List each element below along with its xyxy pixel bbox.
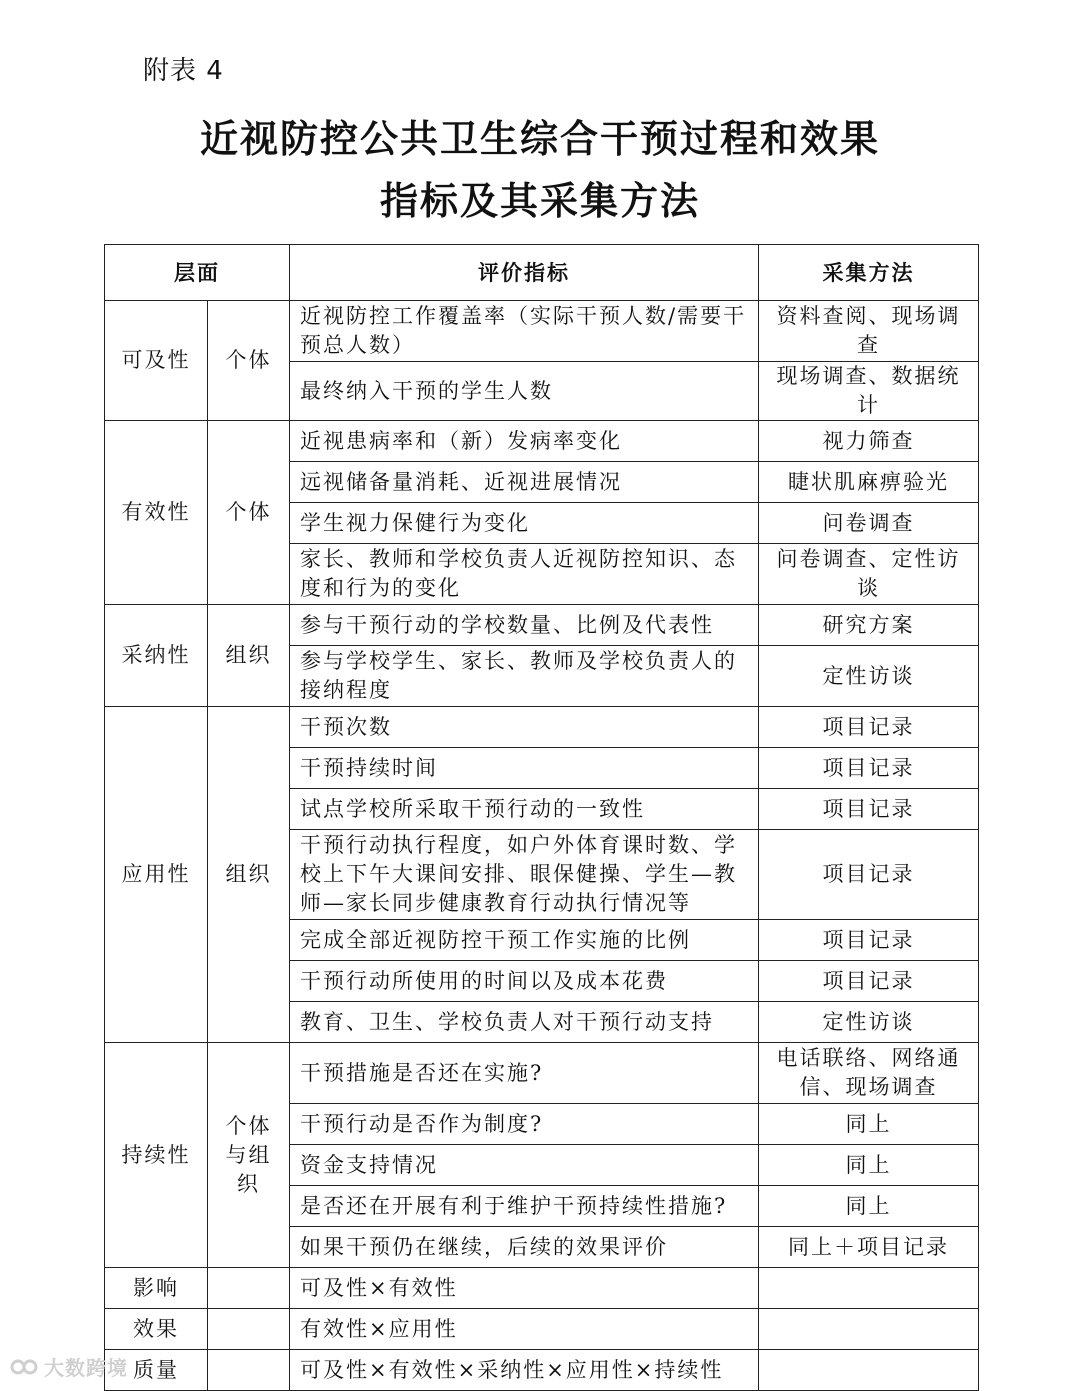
level-cell: 组织 [208, 605, 290, 707]
header-level: 层面 [105, 245, 290, 301]
dimension-cell: 应用性 [105, 707, 208, 1043]
method-cell: 问卷调查 [759, 503, 979, 544]
level-cell: 个体 [208, 301, 290, 421]
indicator-cell: 如果干预仍在继续，后续的效果评价 [290, 1227, 759, 1268]
method-cell: 项目记录 [759, 707, 979, 748]
method-cell: 定性访谈 [759, 646, 979, 707]
method-cell [759, 1309, 979, 1350]
method-cell: 同上 [759, 1145, 979, 1186]
indicator-cell: 学生视力保健行为变化 [290, 503, 759, 544]
dimension-cell: 效果 [105, 1309, 208, 1350]
indicator-cell: 干预措施是否还在实施? [290, 1043, 759, 1104]
indicator-table [104, 244, 979, 1391]
method-cell: 视力筛查 [759, 421, 979, 462]
dimension-cell: 采纳性 [105, 605, 208, 707]
indicator-cell: 试点学校所采取干预行动的一致性 [290, 789, 759, 830]
level-cell [208, 1268, 290, 1309]
appendix-label: 附表 4 [143, 56, 224, 86]
dimension-cell: 影响 [105, 1268, 208, 1309]
indicator-cell: 完成全部近视防控干预工作实施的比例 [290, 920, 759, 961]
method-cell: 资料查阅、现场调查 [759, 301, 979, 362]
indicator-cell: 教育、卫生、学校负责人对干预行动支持 [290, 1002, 759, 1043]
table-row [105, 301, 979, 362]
header-method: 采集方法 [759, 245, 979, 301]
level-cell [208, 1309, 290, 1350]
level-cell: 组织 [208, 707, 290, 1043]
indicator-cell: 是否还在开展有利于维护干预持续性措施? [290, 1186, 759, 1227]
method-cell [759, 1268, 979, 1309]
indicator-cell: 干预行动执行程度，如户外体育课时数、学校上下午大课间安排、眼保健操、学生—教师—家长同步健康教育行动执行情况等 [290, 830, 759, 920]
indicator-cell: 资金支持情况 [290, 1145, 759, 1186]
watermark-logo-icon [10, 1356, 40, 1383]
method-cell: 项目记录 [759, 830, 979, 920]
table-row [105, 605, 979, 646]
document-title-line1: 近视防控公共卫生综合干预过程和效果 [199, 117, 880, 161]
method-cell [759, 1350, 979, 1391]
method-cell: 项目记录 [759, 748, 979, 789]
indicator-cell: 家长、教师和学校负责人近视防控知识、态度和行为的变化 [290, 544, 759, 605]
indicator-cell: 干预行动是否作为制度? [290, 1104, 759, 1145]
header-indicator: 评价指标 [290, 245, 759, 301]
indicator-cell: 可及性×有效性 [290, 1268, 759, 1309]
method-cell: 问卷调查、定性访谈 [759, 544, 979, 605]
indicator-cell: 参与干预行动的学校数量、比例及代表性 [290, 605, 759, 646]
level-cell: 个体与组织 [208, 1043, 290, 1268]
method-cell: 项目记录 [759, 789, 979, 830]
level-cell: 个体 [208, 421, 290, 605]
dimension-cell: 可及性 [105, 301, 208, 421]
table-row [105, 707, 979, 748]
method-cell: 项目记录 [759, 961, 979, 1002]
indicator-cell: 近视患病率和（新）发病率变化 [290, 421, 759, 462]
method-cell: 项目记录 [759, 920, 979, 961]
method-cell: 睫状肌麻痹验光 [759, 462, 979, 503]
table-row [105, 1350, 979, 1391]
dimension-cell: 有效性 [105, 421, 208, 605]
indicator-cell: 参与学校学生、家长、教师及学校负责人的接纳程度 [290, 646, 759, 707]
method-cell: 定性访谈 [759, 1002, 979, 1043]
method-cell: 电话联络、网络通信、现场调查 [759, 1043, 979, 1104]
indicator-cell: 近视防控工作覆盖率（实际干预人数/需要干预总人数） [290, 301, 759, 362]
indicator-cell: 有效性×应用性 [290, 1309, 759, 1350]
method-cell: 现场调查、数据统计 [759, 362, 979, 421]
method-cell: 同上＋项目记录 [759, 1227, 979, 1268]
indicator-cell: 干预行动所使用的时间以及成本花费 [290, 961, 759, 1002]
method-cell: 同上 [759, 1186, 979, 1227]
document-title-line2: 指标及其采集方法 [379, 179, 700, 223]
watermark [10, 1352, 128, 1383]
indicator-cell: 远视储备量消耗、近视进展情况 [290, 462, 759, 503]
dimension-cell: 持续性 [105, 1043, 208, 1268]
indicator-cell: 最终纳入干预的学生人数 [290, 362, 759, 421]
method-cell: 同上 [759, 1104, 979, 1145]
table-row [105, 421, 979, 462]
indicator-cell: 可及性×有效性×采纳性×应用性×持续性 [290, 1350, 759, 1391]
level-cell [208, 1350, 290, 1391]
table-row [105, 1309, 979, 1350]
watermark-text: 大数跨境 [44, 1356, 128, 1380]
table-row [105, 1268, 979, 1309]
indicator-cell: 干预次数 [290, 707, 759, 748]
table-header-row [105, 245, 979, 301]
dimension-cell: 质量 [105, 1350, 208, 1391]
method-cell: 研究方案 [759, 605, 979, 646]
table-row [105, 1043, 979, 1104]
indicator-cell: 干预持续时间 [290, 748, 759, 789]
